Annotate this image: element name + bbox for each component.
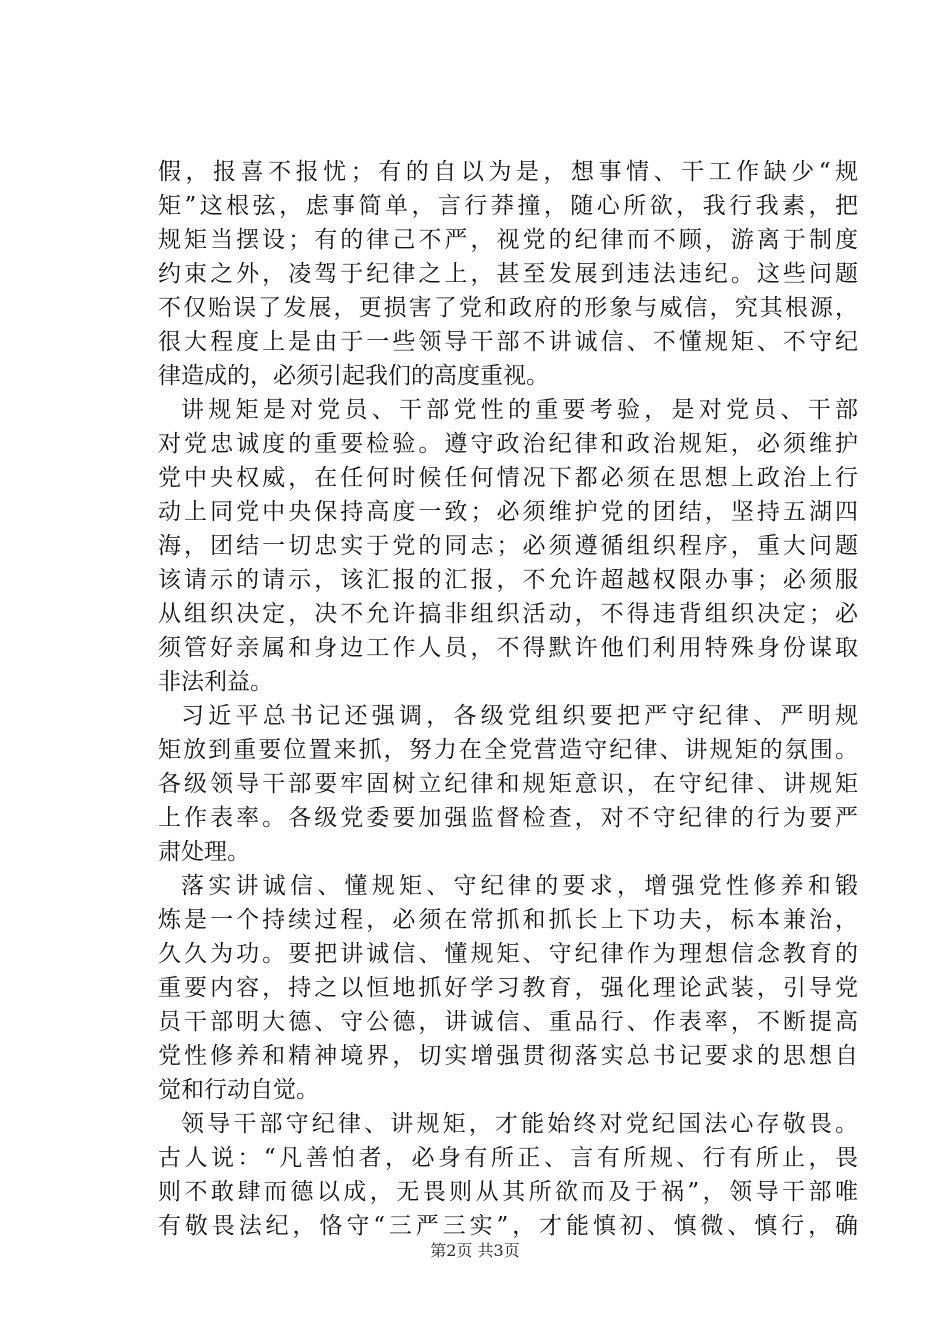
text-line: 落实讲诚信、懂规矩、守纪律的要求，增强党性修养和锻 [181, 873, 858, 899]
text-line: 该请示的请示，该汇报的汇报，不允许超越权限办事；必须服 [158, 567, 858, 593]
text-line: 海，团结一切忠实于党的同志；必须遵循组织程序，重大问题 [158, 533, 858, 559]
text-line: 各级领导干部要牢固树立纪律和规矩意识，在守纪律、讲规矩 [158, 771, 858, 797]
text-line: 从组织决定，决不允许搞非组织活动，不得违背组织决定；必 [158, 601, 858, 627]
text-line: 对党忠诚度的重要检验。遵守政治纪律和政治规矩，必须维护 [158, 431, 858, 457]
text-line: 觉和行动自觉。 [158, 1077, 319, 1103]
text-line: 重要内容，持之以恒地抓好学习教育，强化理论武装，引导党 [158, 975, 858, 1001]
text-line: 古人说：“凡善怕者，必身有所正、言有所规、行有所止，畏 [158, 1145, 858, 1171]
text-line: 动上同党中央保持高度一致；必须维护党的团结，坚持五湖四 [158, 499, 858, 525]
text-line: 有敬畏法纪，恪守“三严三实”，才能慎初、慎微、慎行，确 [158, 1213, 858, 1239]
text-line: 矩放到重要位置来抓，努力在全党营造守纪律、讲规矩的氛围。 [158, 737, 858, 763]
text-line: 员干部明大德、守公德，讲诚信、重品行、作表率，不断提高 [158, 1009, 858, 1035]
text-line: 须管好亲属和身边工作人员，不得默许他们利用特殊身份谋取 [158, 635, 858, 661]
text-line: 很大程度上是由于一些领导干部不讲诚信、不懂规矩、不守纪 [158, 329, 858, 355]
text-line: 习近平总书记还强调，各级党组织要把严守纪律、严明规 [181, 703, 858, 729]
body-text [158, 155, 858, 1243]
text-line: 不仅贻误了发展，更损害了党和政府的形象与威信，究其根源， [158, 295, 858, 321]
text-line: 党性修养和精神境界，切实增强贯彻落实总书记要求的思想自 [158, 1043, 858, 1069]
text-line: 律造成的，必须引起我们的高度重视。 [158, 363, 549, 389]
text-line: 规矩当摆设；有的律己不严，视党的纪律而不顾，游离于制度 [158, 227, 858, 253]
text-line: 则不敢肆而德以成，无畏则从其所欲而及于祸”，领导干部唯 [158, 1179, 858, 1205]
text-line: 假，报喜不报忧；有的自以为是，想事情、干工作缺少“规 [158, 159, 858, 185]
text-line: 肃处理。 [158, 839, 250, 865]
text-line: 炼是一个持续过程，必须在常抓和抓长上下功夫，标本兼治， [158, 907, 858, 933]
text-line: 约束之外，凌驾于纪律之上，甚至发展到违法违纪。这些问题 [158, 261, 858, 287]
page-footer: 第2页 共3页 [430, 1241, 520, 1260]
text-line: 矩”这根弦，虑事简单，言行莽撞，随心所欲，我行我素，把 [158, 193, 858, 219]
text-line: 党中央权威，在任何时候任何情况下都必须在思想上政治上行 [158, 465, 858, 491]
text-line: 领导干部守纪律、讲规矩，才能始终对党纪国法心存敬畏。 [181, 1111, 858, 1137]
text-line: 久久为功。要把讲诚信、懂规矩、守纪律作为理想信念教育的 [158, 941, 858, 967]
text-line: 讲规矩是对党员、干部党性的重要考验，是对党员、干部 [181, 397, 858, 423]
text-line: 非法利益。 [158, 669, 273, 695]
text-line: 上作表率。各级党委要加强监督检查，对不守纪律的行为要严 [158, 805, 858, 831]
